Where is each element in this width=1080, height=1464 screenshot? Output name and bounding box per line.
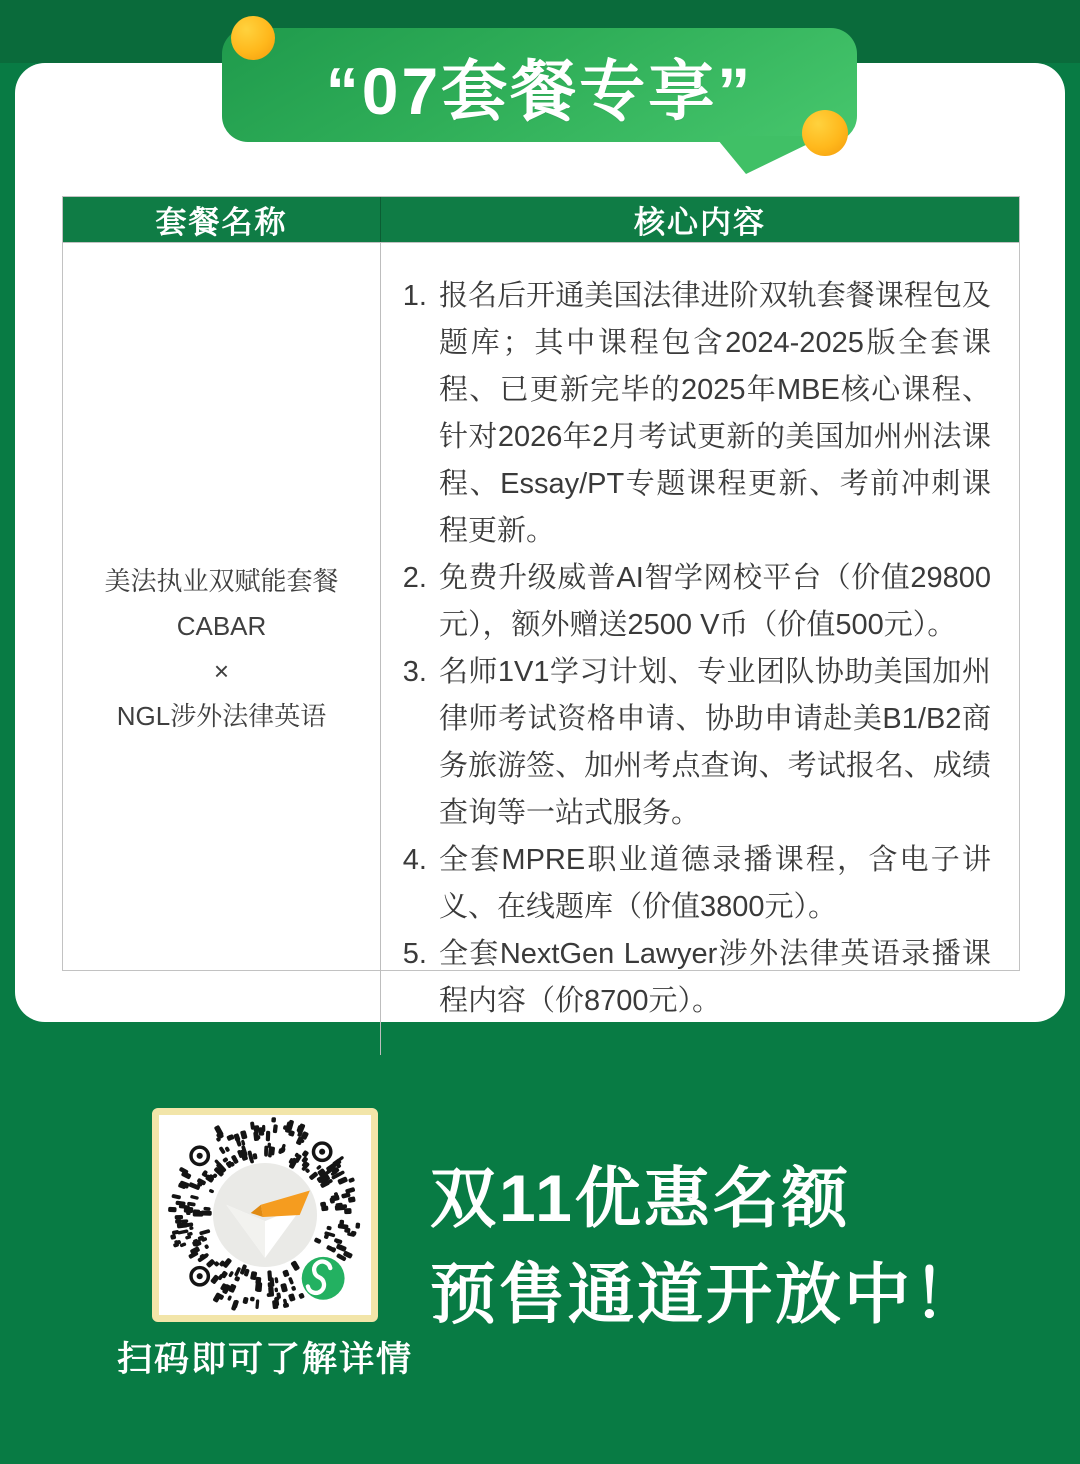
list-item: 1. 报名后开通美国法律进阶双轨套餐课程包及题库；其中课程包含2024-2025版全套课程、已更新完毕的2025年MBE核心课程、针对2026年2月考试更新的美国加州州法课程、Essay/PT专题课程更新、考前冲刺课程更新。 [435,273,991,555]
core-content-list [393,273,991,1025]
column-header-core-content: 核心内容 [634,205,766,240]
package-name-line: CABAR [176,611,267,641]
package-name-line: × [213,656,230,686]
table-header-row [63,197,1019,242]
list-item: 2. 免费升级威普AI智学网校平台（价值29800元），额外赠送2500 V币（价值500元）。 [435,555,991,649]
core-content-cell [381,243,1019,1055]
promo-line-2: 预售通道开放中！ [430,1257,982,1331]
accent-dot-icon [802,110,848,156]
table-body-row [63,242,1019,1055]
promo-headline [430,1150,982,1342]
header-badge [222,28,857,142]
qrcode-image [165,1115,365,1315]
column-header-package-name: 套餐名称 [63,197,381,242]
qrcode-frame [152,1108,378,1322]
list-item: 4. 全套MPRE职业道德录播课程，含电子讲义、在线题库（价值3800元）。 [435,837,991,931]
package-name-line: 美法执业双赋能套餐 [104,566,339,596]
package-name-line: NGL涉外法律英语 [116,701,327,731]
package-table [62,196,1020,1017]
accent-dot-icon [231,16,275,60]
badge-title: “07套餐专享” [325,53,754,128]
promo-line-1: 双11优惠名额 [430,1161,851,1235]
brand-logo-icon [213,1163,317,1267]
miniprogram-icon [302,1257,345,1300]
list-item: 5. 全套NextGen Lawyer涉外法律英语录播课程内容（价8700元）。 [435,931,991,1025]
list-item: 3. 名师1V1学习计划、专业团队协助美国加州律师考试资格申请、协助申请赴美B1/B2商务旅游签、加州考点查询、考试报名、成绩查询等一站式服务。 [435,649,991,837]
qr-caption: 扫码即可了解详情 [116,1340,413,1379]
package-name-cell [63,243,381,1055]
